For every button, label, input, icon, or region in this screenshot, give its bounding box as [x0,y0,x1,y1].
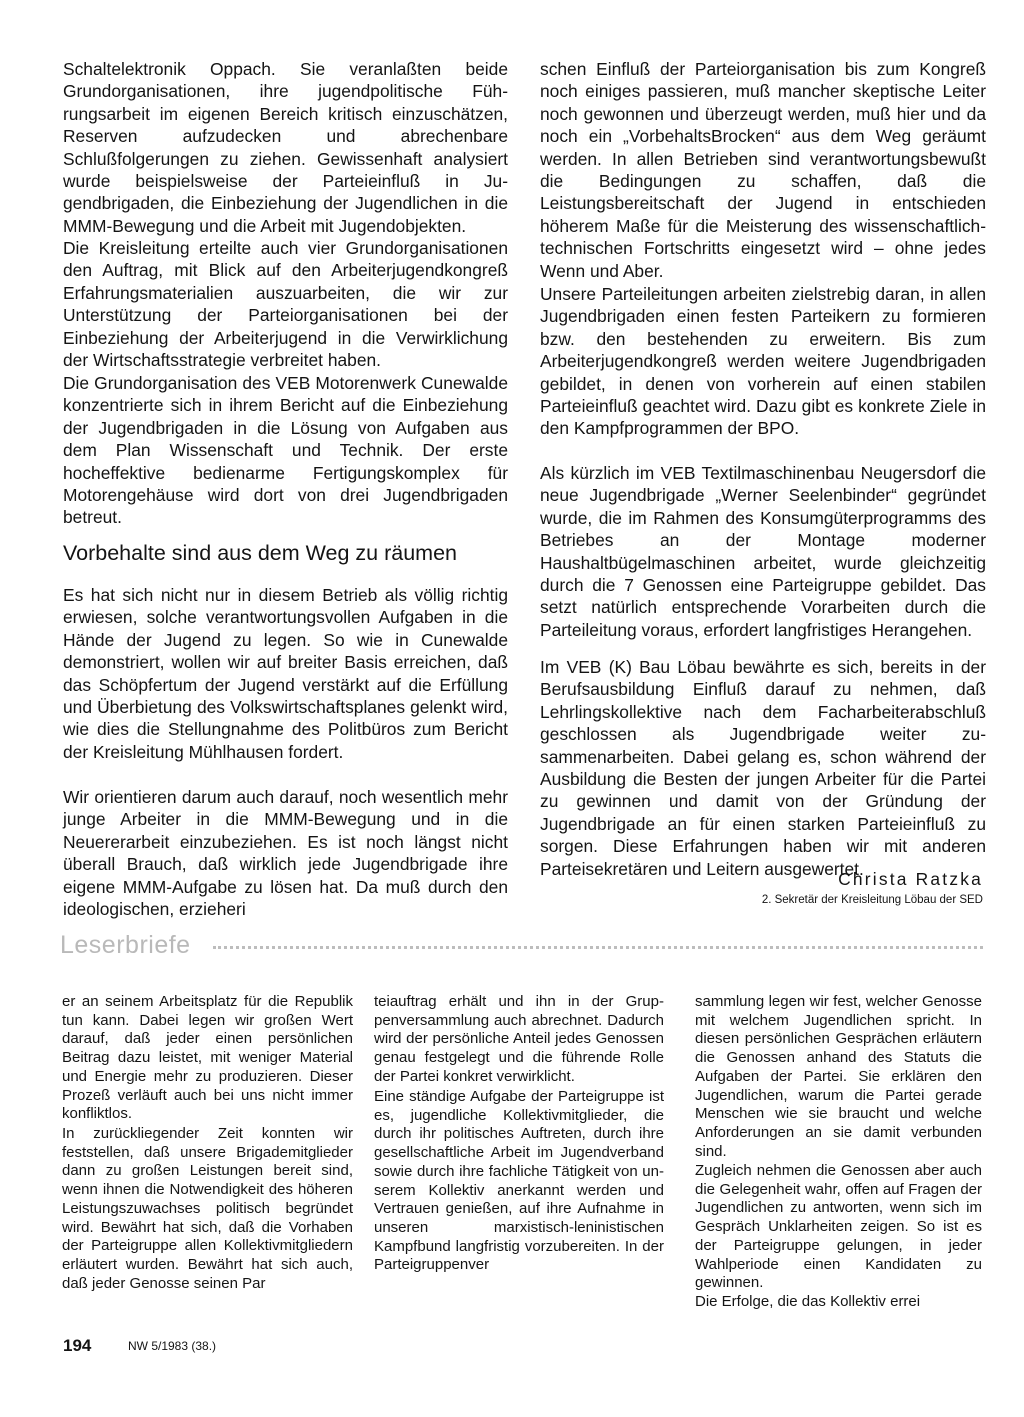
article-subheading: Vorbehalte sind aus dem Weg zu räumen [63,541,458,565]
letter-paragraph: sammlung legen wir fest, welcher Genosse mit welchem Jugendlichen spricht. In diesen persönlichen Gesprächen erläutern die Genossen anhand des Statuts die Aufgaben der Partei. Sie erklären den Jugendlichen, warum die Partei gerade Menschen wie sie braucht und welche Anforderungen an sie damit verbunden sind. [695,993,982,1160]
article-paragraph: Es hat sich nicht nur in diesem Betrieb als völlig richtig erwiesen, solche verantwortungsvollen Aufgaben in die Hände der Jugend zu legen. So wie in Cunewalde demonstriert, wollen wir auf breiter Basis erreichen, daß das Schöpfertum der Jugend verstärkt auf die Erfüllung und Überbietung des Volkswirtschaftsplanes gelenkt wird, wie dies die Stellungnahme des Politbüros zum Bericht der Kreisleitung Mühlhausen fordert. [63,585,508,762]
article-paragraph: Die Grundorganisation des VEB Motorenwerk Cunewalde konzentrierte sich in ihrem Bericht auf die Einbeziehung der Jugendbrigaden in die Lösung von Aufgaben aus dem Plan Wissenschaft und Technik. Der erste hocheffektive bedienarme Fertigungskomplex für Motorengehäuse wird dort von drei Jugendbrigaden betreut. [63,373,508,528]
article-paragraph: Die Kreisleitung erteilte auch vier Grundorganisationen den Auftrag, mit Blick auf den Arbeiterjugendkongreß Erfahrungsmaterialien auszuarbeiten, die wir zur Unterstützung der Parteiorganisationen bei der Einbeziehung der Arbeiterjugend in die Verwirklichung der Wirtschaftsstrategie verbreitet haben. [63,238,508,371]
section-divider [213,946,983,949]
article-paragraph: Als kürzlich im VEB Textilmaschinenbau Neugersdorf die neue Jugendbrigade „Werner Seelenbinder“ gegründet wurde, die im Rahmen des Konsumgüterprogramms des Betriebes an der Montage moderner Haushaltbügelmaschinen arbeitet, wurde gleichzeitig durch die 7 Genossen eine Parteigruppe gebildet. Das setzt natürlich entsprechende Vorarbeiten durch die Parteileitung voraus, erfordert langfristiges Herangehen. [540,463,986,640]
author-role: 2. Sekretär der Kreisleitung Löbau der SED [761,894,983,906]
article-paragraph: schen Einfluß der Parteiorganisation bis zum Kongreß noch einiges passieren, muß mancher skeptische Leiter noch gewonnen und überzeugt werden, muß hier und da noch ein „VorbehaltsBrocken“ aus dem Weg geräumt werden. In allen Betrieben sind verantwortungsbewußt die Bedingungen zu schaffen, daß die Leistungsbereitschaft der Jugend in entschieden höherem Maße für die Meisterung des wissenschaftlich-technischen Fortschritts eingesetzt wird – ohne jedes Wenn und Aber. [540,59,986,281]
letter-paragraph: teiauftrag erhält und ihn in der Gruppenversammlung auch abrechnet. Dadurch wird der persönliche Anteil jedes Genossen genau festgelegt und die führende Rolle der Partei konkret verwirklicht. [374,993,664,1085]
letter-paragraph: Zugleich nehmen die Genossen aber auch die Gelegenheit wahr, offen auf Fragen der Jugendlichen zu antworten, wenn sich im Gespräch Unklarheiten zeigen. So ist es der Parteigruppe gelungen, in jeder Wahlperiode einen Kandidaten zu gewinnen. [695,1162,982,1292]
letter-paragraph: Die Erfolge, die das Kollektiv errei [695,1293,921,1310]
article-paragraph: Im VEB (K) Bau Löbau bewährte es sich, bereits in der Berufsausbildung Einfluß darauf zu nehmen, daß Lehrlingskollektive nach dem Facharbeiterabschluß geschlossen als Jugendbrigade weiter zusammenarbeiten. Dabei gelang es, schon während der Ausbildung die Besten der jungen Arbeiter für die Partei zu gewinnen und damit von der Gründung der Jugendbrigade an für einen starken Parteieinfluß zu sorgen. Diese Erfahrungen haben wir mit anderen Parteisekretären und Leitern ausgewertet. [540,657,986,879]
issue-label: NW 5/1983 (38.) [128,1339,217,1353]
article-paragraph: Wir orientieren darum auch darauf, noch wesentlich mehr junge Arbeiter in die MMM-Bewegung und in die Neuererarbeit einzubeziehen. Es ist noch längst nicht überall Brauch, daß wirklich jede Jugendbrigade ihre eigene MMM-Aufgabe zu lösen hat. Da muß durch den ideologischen, erzieheri [63,787,508,920]
page-number: 194 [63,1336,92,1355]
article-paragraph: Unsere Parteileitungen arbeiten zielstrebig daran, in allen Jugendbrigaden einen festen Parteikern zu formieren bzw. den bestehenden zu erweitern. Bis zum Arbeiterjugendkongreß werden weitere Jugendbrigaden gebildet, in denen von vorherein auf einen stabilen Parteieinfluß geachtet wird. Dazu gibt es konkrete Ziele in den Kampfprogrammen der BPO. [540,284,986,439]
author-name: Christa Ratzka [838,869,983,889]
article-paragraph: Schaltelektronik Oppach. Sie veranlaßten beide Grundorganisationen, ihre jugendpolitische Führungsarbeit im eigenen Bereich kritisch einzuschätzen, Reserven aufzudecken und abrechenbare Schlußfolgerungen zu ziehen. Gewissenhaft analysiert wurde beispielsweise der Parteieinfluß in Jugendbrigaden, die Einbeziehung der Jugendlichen in die MMM-Bewegung und die Arbeit mit Jugendobjekten. [63,59,508,236]
letter-paragraph: er an seinem Arbeitsplatz für die Republik tun kann. Dabei legen wir großen Wert darauf, daß jeder einen persönlichen Beitrag dazu leistet, mit weniger Material und Energie mehr zu produzieren. Dieser Prozeß verläuft auch bei uns nicht immer konfliktlos. [62,993,353,1123]
section-label: Leserbriefe [60,931,191,959]
letter-paragraph: Eine ständige Aufgabe der Parteigruppe ist es, jugendliche Kollektivmitglieder, die durch ihr politisches Auftreten, durch ihre gesellschaftliche Arbeit im Jugendverband sowie durch ihre fachliche Tätigkeit von unserem Kollektiv anerkannt werden und Vertrauen genießen, auf ihre Aufnahme in unseren marxistisch-leninistischen Kampfbund langfristig vorzubereiten. In der Parteigruppenver [374,1088,664,1274]
letter-paragraph: In zurückliegender Zeit konnten wir feststellen, daß unsere Brigademitglieder dann zu großen Leistungen bereit sind, wenn ihnen die Notwendigkeit des höheren Leistungszuwachses politisch begründet wird. Bewährt hat sich, daß die Vorhaben der Parteigruppe allen Kollektivmitgliedern erläutert wurden. Bewährt hat sich auch, daß jeder Genosse seinen Par [62,1125,353,1292]
